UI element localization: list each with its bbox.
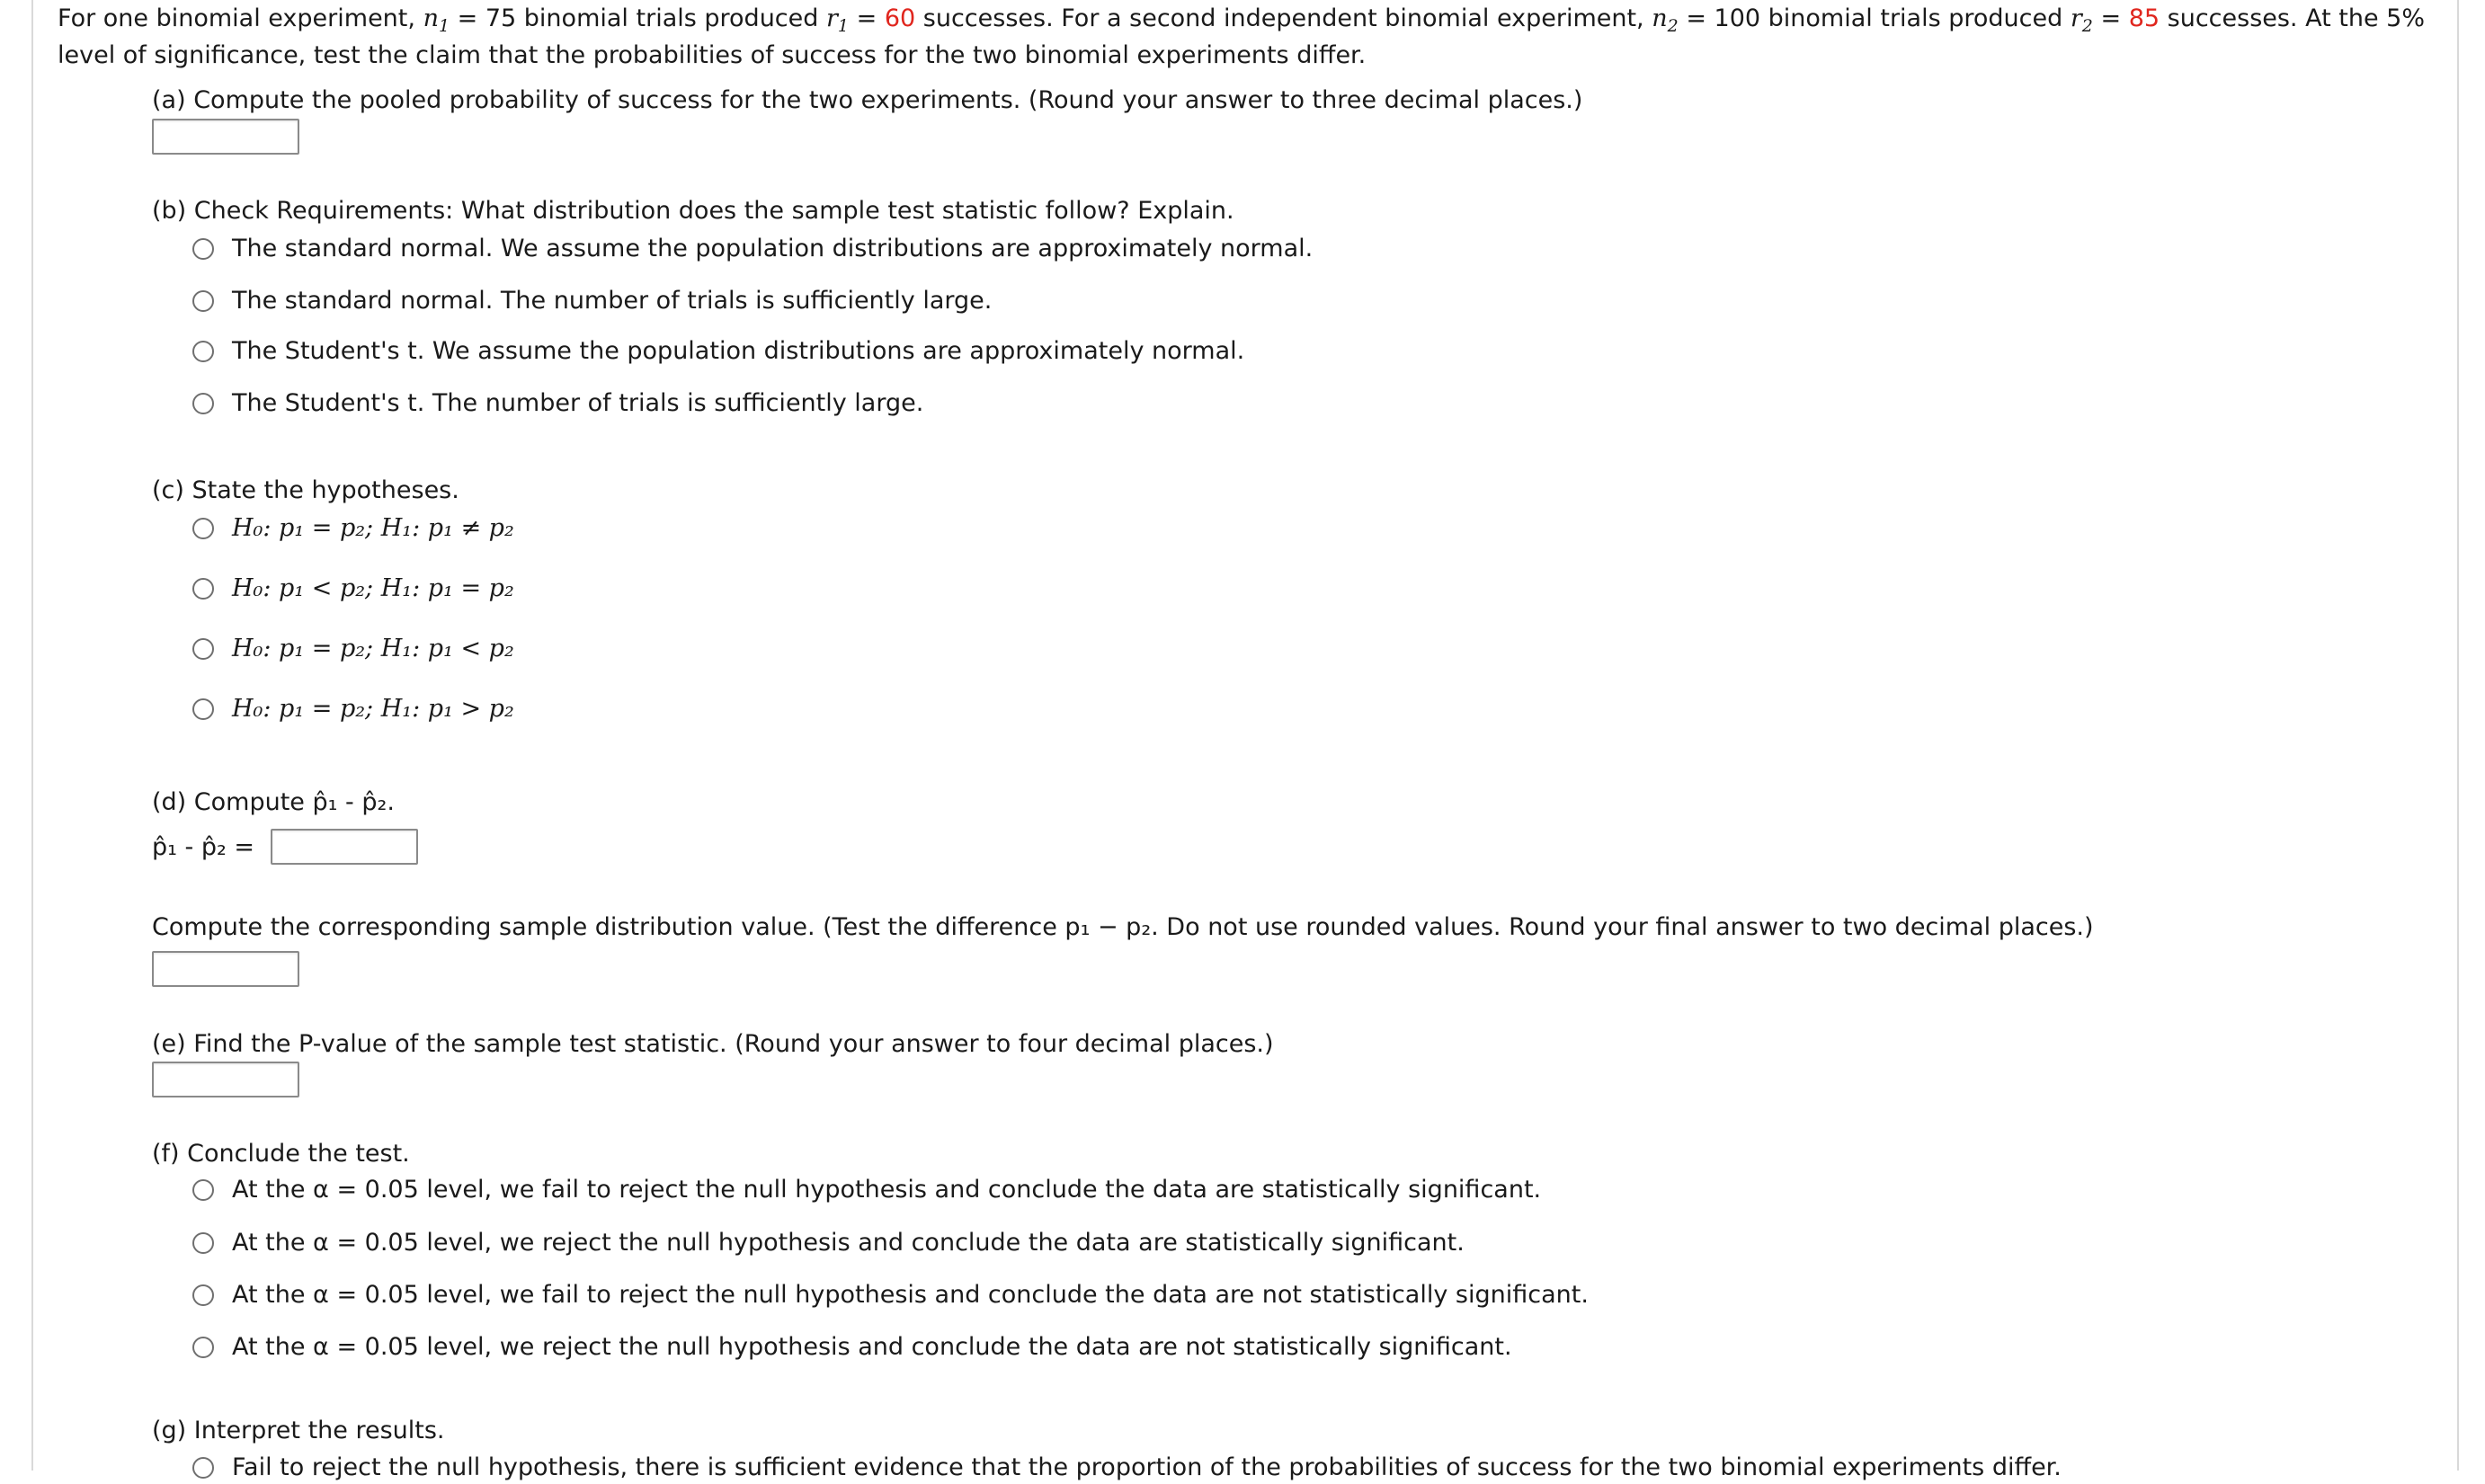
part-b-option-3[interactable] [192,335,1244,368]
radio-button[interactable] [192,1179,214,1201]
option-label: At the α = 0.05 level, we fail to reject the null hypothesis and conclude the data are statistically significant. [232,1176,1542,1204]
option-label: The Student's t. The number of trials is sufficiently large. [232,389,924,417]
problem-text-line2: level of significance, test the claim that the probabilities of success for the two binomial experiments differ. [58,41,1367,69]
r1-value: 60 [884,4,916,32]
part-e-prompt: (e) Find the P-value of the sample test statistic. (Round your answer to four decimal places.) [152,1030,1274,1058]
n1-value: = 75 [457,4,517,32]
part-a-answer-input[interactable] [152,119,299,155]
radio-button[interactable] [192,578,214,600]
part-f-option-4[interactable] [192,1331,1512,1364]
part-c-option-2[interactable] [192,573,514,605]
part-f-option-1[interactable] [192,1174,1541,1206]
option-label: At the α = 0.05 level, we reject the null hypothesis and conclude the data are not statistically significant. [232,1333,1512,1361]
r2-value: 85 [2128,4,2160,32]
equals-sign: = [2100,4,2122,32]
part-c-option-4[interactable] [192,693,514,725]
part-f-prompt: (f) Conclude the test. [152,1140,410,1168]
option-label: H₀: p₁ = p₂; H₁: p₁ > p₂ [232,695,514,723]
problem-text: For one binomial experiment, [58,4,415,32]
part-c-option-1[interactable] [192,512,514,545]
problem-text: binomial trials produced [523,4,819,32]
option-label: At the α = 0.05 level, we fail to reject the null hypothesis and conclude the data are not statistically significant. [232,1281,1589,1309]
radio-button[interactable] [192,1457,214,1479]
option-label: Fail to reject the null hypothesis, there is sufficient evidence that the proportion of the probabilities of success for the two binomial experiments differ. [232,1453,2062,1481]
part-d-followup-prompt: Compute the corresponding sample distribution value. (Test the difference p₁ − p₂. Do not use rounded values. Round your final answer to two decimal places.) [152,913,2094,941]
part-d-label: p̂₁ - p̂₂ = [152,833,255,861]
option-label: The standard normal. The number of trials is sufficiently large. [232,287,993,315]
radio-button[interactable] [192,1337,214,1358]
radio-button[interactable] [192,393,214,414]
radio-button[interactable] [192,1232,214,1254]
radio-button[interactable] [192,290,214,312]
option-label: H₀: p₁ = p₂; H₁: p₁ < p₂ [232,635,514,662]
n1-symbol: $n_1$ [423,4,450,36]
radio-button[interactable] [192,1284,214,1306]
problem-statement [58,0,2431,74]
n2-symbol: $n_2$ [1652,4,1679,36]
radio-button[interactable] [192,638,214,660]
problem-text: successes. At the 5% [2167,4,2425,32]
part-d-sample-value-input[interactable] [152,951,299,987]
part-c-prompt: (c) State the hypotheses. [152,476,459,504]
part-d-prompt: (d) Compute p̂₁ - p̂₂. [152,788,395,816]
part-g-option-1[interactable] [192,1452,2062,1484]
problem-text: successes. For a second independent binomial experiment, [922,4,1644,32]
part-c-option-3[interactable] [192,633,514,665]
part-d-difference-input[interactable] [271,829,418,865]
part-g-prompt: (g) Interpret the results. [152,1417,445,1444]
part-f-option-3[interactable] [192,1279,1589,1311]
part-f-option-2[interactable] [192,1227,1465,1259]
option-label: The Student's t. We assume the population distributions are approximately normal. [232,337,1245,365]
part-b-option-4[interactable] [192,387,923,420]
option-label: The standard normal. We assume the population distributions are approximately normal. [232,235,1314,262]
radio-button[interactable] [192,341,214,362]
option-label: H₀: p₁ < p₂; H₁: p₁ = p₂ [232,574,514,602]
r2-symbol: $r_2$ [2070,4,2093,36]
n2-value: = 100 [1686,4,1761,32]
part-b-option-1[interactable] [192,233,1313,265]
part-a-prompt: (a) Compute the pooled probability of success for the two experiments. (Round your answer to three decimal places.) [152,86,1583,114]
part-b-option-2[interactable] [192,285,992,317]
problem-text: binomial trials produced [1768,4,2063,32]
option-label: H₀: p₁ = p₂; H₁: p₁ ≠ p₂ [232,514,514,542]
part-e-pvalue-input[interactable] [152,1062,299,1097]
radio-button[interactable] [192,238,214,260]
radio-button[interactable] [192,518,214,539]
part-b-prompt: (b) Check Requirements: What distribution does the sample test statistic follow? Explain. [152,197,1234,225]
equals-sign: = [856,4,877,32]
option-label: At the α = 0.05 level, we reject the null hypothesis and conclude the data are statistically significant. [232,1229,1465,1257]
r1-symbol: $r_1$ [826,4,850,36]
radio-button[interactable] [192,698,214,720]
